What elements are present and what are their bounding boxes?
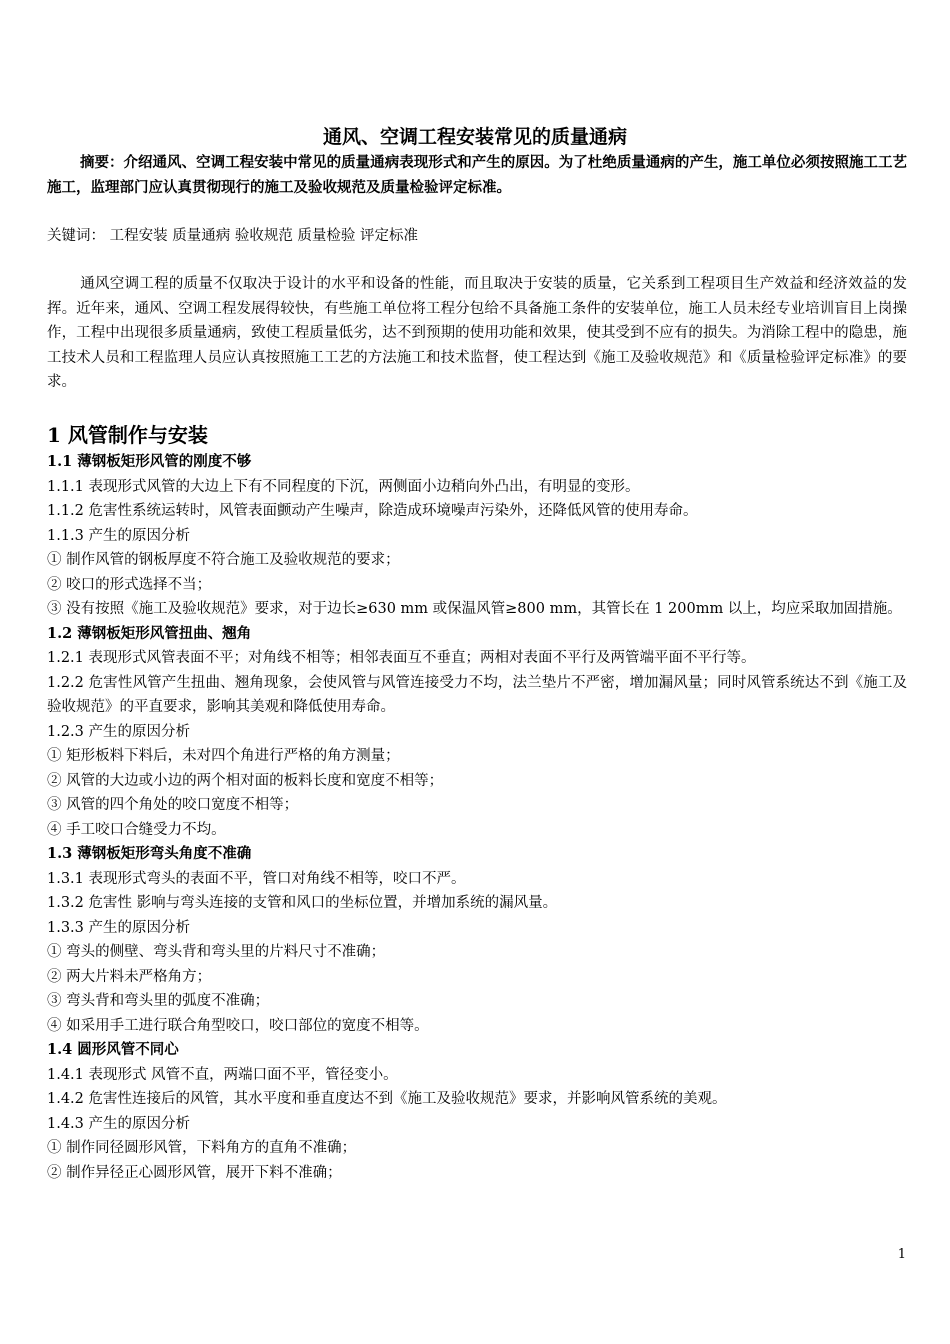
keywords-line: 关键词： 工程安装 质量通病 验收规范 质量检验 评定标准 [47,228,419,244]
body-line: ② 风管的大边或小边的两个相对面的板料长度和宽度不相等； [47,772,444,789]
abstract-text: 摘要：介绍通风、空调工程安装中常见的质量通病表现形式和产生的原因。为了杜绝质量通病的产生，施工单位必须按照施工工艺施工，监理部门应认真贯彻现行的施工及验收规范及质量检验评定标准。 [47,154,907,196]
body-line: ③ 风管的四个角处的咬口宽度不相等； [47,797,299,813]
body-line: 1.3.3 产生的原因分析 [47,919,191,936]
body-line: ① 制作同径圆形风管，下料角方的直角不准确； [47,1140,357,1156]
body-line: 1.4.1 表现形式 风管不直，两端口面不平，管径变小。 [47,1066,398,1083]
body-line: 1.1.1 表现形式风管的大边上下有不同程度的下沉，两侧面小边稍向外凸出，有明显的变形。 [47,478,640,495]
body-line: ② 两大片料未严格角方； [47,968,212,985]
page-number: 1 [897,1247,906,1262]
body-line: 1.1.2 危害性系统运转时，风管表面颤动产生噪声，除造成环境噪声污染外，还降低风管的使用寿命。 [47,503,698,519]
body-line: ② 制作异径正心圆形风管，展开下料不准确； [47,1164,342,1181]
body-line: ① 弯头的侧壁、弯头背和弯头里的片料尺寸不准确； [47,944,386,960]
intro-paragraph [47,272,907,395]
body-line: 1.2.3 产生的原因分析 [47,723,191,740]
body-line: 1.3.2 危害性 影响与弯头连接的支管和风口的坐标位置，并增加系统的漏风量。 [47,895,558,911]
subsection-heading: 1.4 圆形风管不同心 [47,1041,179,1058]
body-line: 1.2.2 危害性风管产生扭曲、翘角现象，会使风管与风管连接受力不均，法兰垫片不严密，增加漏风量；同时风管系统达不到《施工及验收规范》的平直要求，影响其美观和降低使用寿命。 [47,674,907,715]
body-line: ① 矩形板料下料后，未对四个角进行严格的角方测量； [47,748,400,764]
body-line: ④ 手工咬口合缝受力不均。 [47,821,226,838]
subsection-heading: 1.2 薄钢板矩形风管扭曲、翘角 [47,624,252,642]
body-line: ② 咬口的形式选择不当； [47,576,212,593]
body-line: ③ 弯头背和弯头里的弧度不准确； [47,993,270,1009]
abstract-paragraph [47,150,907,200]
body-line: 1.4.3 产生的原因分析 [47,1115,191,1132]
body-line: ④ 如采用手工进行联合角型咬口，咬口部位的宽度不相等。 [47,1017,429,1034]
section-body [47,450,907,1185]
body-line: ③ 没有按照《施工及验收规范》要求，对于边长≥630 mm 或保温风管≥800 mm，其管长在 1 200mm 以上，均应采取加固措施。 [47,601,902,617]
body-line: ① 制作风管的钢板厚度不符合施工及验收规范的要求； [47,552,400,568]
document-title: 通风、空调工程安装常见的质量通病 [322,126,627,148]
body-line: 1.4.2 危害性连接后的风管，其水平度和垂直度达不到《施工及验收规范》要求，并影响风管系统的美观。 [47,1091,727,1107]
body-line: 1.1.3 产生的原因分析 [47,527,191,544]
intro-text: 通风空调工程的质量不仅取决于设计的水平和设备的性能，而且取决于安装的质量，它关系到工程项目生产效益和经济效益的发挥。近年来，通风、空调工程发展得较快，有些施工单位将工程分包给不具备施工条件的安装单位，施工人员未经专业培训盲目上岗操作，工程中出现很多质量通病，致使工程质量低劣，达不到预期的使用功能和效果，使其受到不应有的损失。为消除工程中的隐患，施工技术人员和工程监理人员应认真按照施工工艺的方法施工和技术监督，使工程达到《施工及验收规范》和《质量检验评定标准》的要求。 [47,276,907,390]
section-heading: 1 风管制作与安装 [47,423,208,447]
body-line: 1.3.1 表现形式弯头的表面不平，管口对角线不相等，咬口不严。 [47,870,466,887]
body-line: 1.2.1 表现形式风管表面不平；对角线不相等；相邻表面互不垂直；两相对表面不平行及两管端平面不平行等。 [47,650,756,666]
subsection-heading: 1.3 薄钢板矩形弯头角度不准确 [47,845,252,862]
subsection-heading: 1.1 薄钢板矩形风管的刚度不够 [47,453,252,470]
